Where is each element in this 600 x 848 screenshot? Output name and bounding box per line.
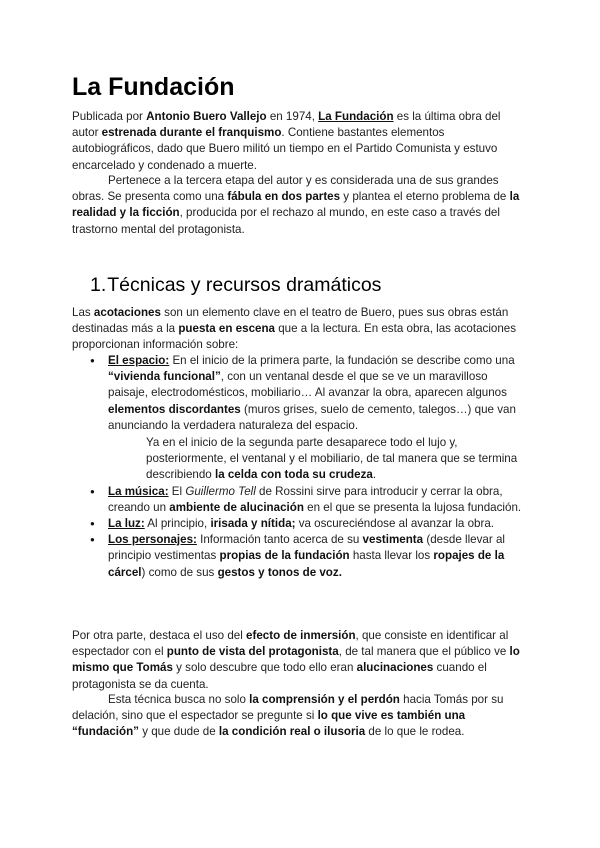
- text-run: es la última obra del autor: [72, 110, 501, 140]
- item-label: La música:: [108, 484, 169, 498]
- intro-paragraph-2: [72, 173, 528, 238]
- author-name: Antonio Buero Vallejo: [146, 110, 267, 123]
- bold-text: puesta en escena: [178, 322, 276, 336]
- text-run: en el que se presenta la lujosa fundación.: [303, 500, 522, 514]
- text-run: cuando el protagonista se da cuenta.: [72, 661, 487, 691]
- acotaciones-paragraph: [72, 305, 528, 354]
- bold-text: lo mismo que Tomás: [72, 645, 520, 675]
- bold-text: ropajes de la cárcel: [108, 549, 505, 579]
- bold-text: “vivienda funcional”: [108, 370, 221, 384]
- text-run: Por otra parte, destaca el uso del: [72, 629, 247, 642]
- text-run: , con un ventanal desde el que se ve un maravilloso paisaje, electrodomésticos, mobiliario… Al avanzar la obra, aparecen algunos: [108, 370, 507, 400]
- text-run: ) como de sus: [141, 565, 218, 579]
- text-run: en 1974,: [266, 110, 319, 123]
- text-run: de Rossini sirve para introducir y cerrar la obra, creando un: [108, 484, 503, 514]
- intro-paragraph-1: [72, 109, 528, 174]
- bold-text: la condición real o ilusoria: [218, 725, 366, 739]
- bold-text: estrenada durante el franquismo: [101, 126, 282, 140]
- document-title: La Fundación: [72, 73, 235, 101]
- text-run: que a la lectura. En esta obra, las acotaciones proporcionan información sobre:: [72, 322, 517, 352]
- text-run: El: [168, 484, 186, 498]
- text-run: , de tal manera que el público ve: [338, 645, 510, 659]
- bold-text: la realidad y la ficción: [72, 190, 520, 220]
- acotaciones-list: [88, 353, 528, 581]
- text-run: En el inicio de la primera parte, la fundación se describe como una: [169, 354, 515, 367]
- bold-text: propias de la fundación: [219, 549, 350, 563]
- text-run: Ya en el inicio de la segunda parte desaparece todo el lujo y, posteriormente, el ventanal y el mobiliario, de tal manera que se termina describiendo: [146, 436, 518, 482]
- text-run: y solo descubre que todo ello eran: [172, 661, 357, 675]
- text-run: Al principio,: [144, 517, 211, 531]
- work-title: La Fundación: [318, 110, 394, 123]
- bold-text: efecto de inmersión: [246, 629, 356, 642]
- bold-text: vestimenta: [362, 533, 424, 547]
- bold-text: la comprensión y el perdón: [249, 693, 400, 706]
- bold-text: fábula en dos partes: [227, 190, 341, 204]
- bold-text: elementos discordantes: [108, 402, 241, 416]
- text-run: hacia Tomás por su delación, sino que el espectador se pregunte si: [72, 693, 504, 723]
- text-run: .: [372, 468, 377, 482]
- bold-text: punto de vista del protagonista: [166, 645, 339, 659]
- bold-text: acotaciones: [93, 306, 161, 319]
- text-run: Publicada por: [72, 110, 147, 123]
- bold-text: gestos y tonos de voz.: [217, 565, 342, 579]
- text-run: son un elemento clave en el teatro de Buero, pues sus obras están destinadas más a la: [72, 306, 509, 336]
- text-run: de lo que le rodea.: [365, 725, 465, 739]
- section-heading: [90, 272, 381, 298]
- text-run: , que consiste en identificar al espectador con el: [72, 629, 509, 659]
- bold-text: la celda con toda su crudeza: [214, 468, 373, 482]
- text-run: Información tanto acerca de su: [196, 533, 363, 547]
- item-label: El espacio:: [108, 354, 170, 367]
- tecnica-paragraph: [72, 692, 528, 741]
- text-run: y plantea el eterno problema de: [340, 190, 510, 204]
- inmersion-paragraph: [72, 628, 528, 693]
- text-run: , producida por el rechazo al mundo, en este caso a través del trastorno mental del protagonista.: [72, 206, 500, 236]
- bold-text: lo que vive es también una “fundación”: [72, 709, 466, 739]
- text-run: y que dude de: [138, 725, 219, 739]
- text-run: Pertenece a la tercera etapa del autor y es considerada una de sus grandes obras. Se presenta como una: [72, 174, 499, 204]
- italic-text: Guillermo Tell: [185, 484, 256, 498]
- espacio-subparagraph: [108, 435, 528, 484]
- bold-text: alucinaciones: [356, 661, 434, 675]
- item-label: La luz:: [108, 517, 145, 531]
- list-item-espacio: [88, 353, 528, 484]
- item-label: Los personajes:: [108, 533, 197, 547]
- list-item-luz: [88, 516, 528, 532]
- text-run: (muros grises, suelo de cemento, talegos…) que van anunciando la verdadera naturaleza del espacio.: [108, 402, 516, 432]
- text-run: va oscureciéndose al avanzar la obra.: [295, 517, 494, 531]
- text-run: (desde llevar al principio vestimentas: [108, 533, 505, 563]
- text-run: Esta técnica busca no solo: [108, 693, 250, 706]
- text-run: . Contiene bastantes elementos autobiográficos, dado que Buero militó un tiempo en el Partido Comunista y estuvo encarcelado y condenado a muerte.: [72, 126, 498, 172]
- list-item-musica: [88, 484, 528, 516]
- section-title: Técnicas y recursos dramáticos: [107, 274, 382, 296]
- text-run: hasta llevar los: [349, 549, 434, 563]
- bold-text: irisada y nítida;: [210, 517, 296, 531]
- section-number: 1.: [90, 274, 107, 296]
- text-run: Las: [72, 306, 94, 319]
- list-item-personajes: [88, 532, 528, 581]
- bold-text: ambiente de alucinación: [169, 500, 304, 514]
